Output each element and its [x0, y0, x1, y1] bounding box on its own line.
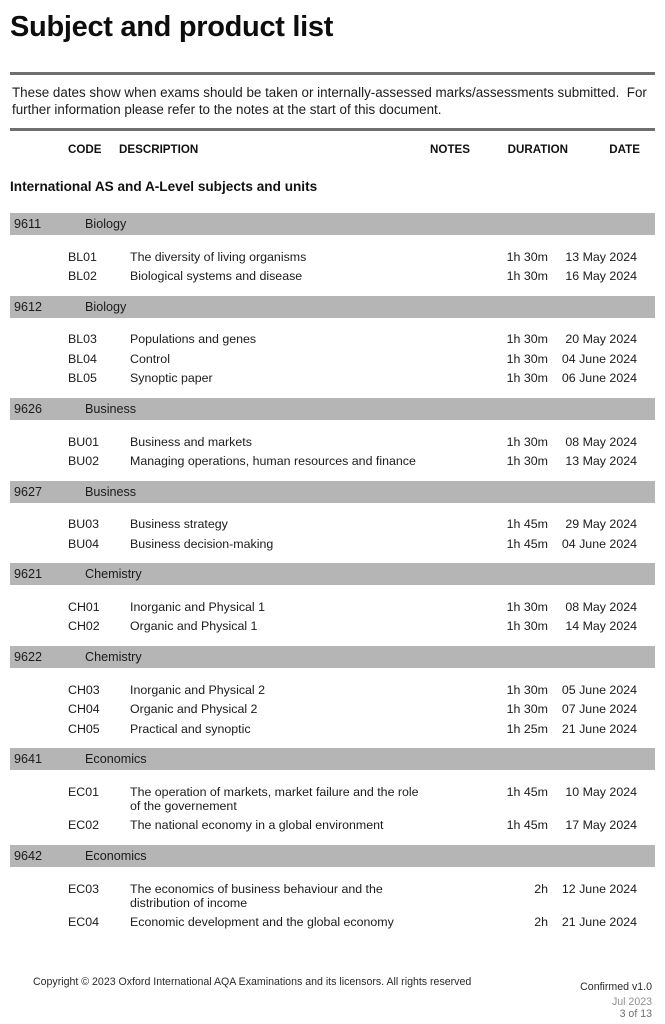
subject-code: 9612: [14, 299, 43, 314]
unit-code: CH05: [68, 721, 100, 736]
subject-name: Biology: [85, 299, 127, 314]
unit-notes-cell: [430, 517, 475, 531]
unit-description: Inorganic and Physical 1: [130, 600, 266, 615]
unit-notes-cell: [430, 454, 475, 468]
subject-group-header: [10, 481, 655, 503]
column-header-code: CODE: [68, 143, 102, 156]
subject-code: 9627: [14, 484, 43, 499]
unit-duration: 1h 30m: [506, 249, 548, 264]
unit-duration: 1h 25m: [506, 721, 548, 736]
subject-group-rows: [10, 668, 655, 738]
unit-date: 05 June 2024: [561, 682, 637, 697]
unit-code: CH02: [68, 619, 100, 634]
unit-description: The national economy in a global environment: [130, 818, 384, 833]
intro-text: These dates show when exams should be taken or internally-assessed marks/assessments submitted. For further information please refer to the notes at the start of this document.: [12, 85, 651, 117]
unit-description: Business strategy: [130, 517, 228, 532]
unit-duration: 1h 30m: [506, 702, 548, 717]
table-row: [10, 617, 655, 636]
table-row: [10, 680, 655, 699]
unit-date: 17 May 2024: [565, 818, 637, 833]
unit-notes-cell: [430, 882, 475, 910]
unit-notes-cell: [430, 435, 475, 449]
divider: [10, 128, 655, 131]
table-row: [10, 719, 655, 738]
table-row: [10, 912, 655, 931]
unit-date: 16 May 2024: [565, 269, 637, 284]
section-heading: International AS and A-Level subjects and units: [10, 179, 318, 194]
unit-description: Business decision-making: [130, 536, 274, 551]
unit-code: BU01: [68, 434, 99, 449]
subject-group-header: [10, 213, 655, 235]
unit-date: 08 May 2024: [565, 600, 637, 615]
unit-description: The economics of business behaviour and the distribution of income: [130, 881, 383, 910]
table-row: [10, 700, 655, 719]
unit-duration: 1h 45m: [506, 784, 548, 799]
unit-date: 21 June 2024: [561, 915, 637, 930]
unit-code: EC01: [68, 784, 99, 799]
unit-code: CH03: [68, 682, 100, 697]
unit-notes-cell: [430, 785, 475, 813]
subject-group-header: [10, 296, 655, 318]
subject-code: 9622: [14, 650, 43, 665]
unit-description: Synoptic paper: [130, 371, 213, 386]
column-header-duration: DURATION: [507, 143, 568, 156]
subject-group-rows: [10, 770, 655, 835]
document-version-block: [580, 981, 652, 1021]
table-row: [10, 782, 655, 815]
subject-code: 9641: [14, 752, 43, 767]
unit-notes-cell: [430, 683, 475, 697]
unit-notes-cell: [430, 722, 475, 736]
unit-duration: 1h 30m: [506, 453, 548, 468]
version-text: Confirmed v1.0: [580, 981, 652, 993]
subject-name: Economics: [85, 752, 147, 767]
unit-code: BU04: [68, 536, 99, 551]
page-number: 3 of 13: [619, 1008, 652, 1020]
unit-notes-cell: [430, 818, 475, 832]
subject-code: 9621: [14, 567, 43, 582]
table-row: [10, 349, 655, 368]
unit-duration: 1h 45m: [506, 536, 548, 551]
subject-name: Chemistry: [85, 567, 142, 582]
unit-date: 29 May 2024: [565, 517, 637, 532]
footer-date: Jul 2023: [611, 996, 652, 1008]
unit-duration: 1h 30m: [506, 351, 548, 366]
unit-duration: 1h 30m: [506, 682, 548, 697]
unit-description: Organic and Physical 1: [130, 619, 258, 634]
table-row: [10, 330, 655, 349]
subject-group: [10, 646, 655, 738]
unit-code: BL04: [68, 351, 97, 366]
subject-group-rows: [10, 420, 655, 471]
subject-name: Economics: [85, 849, 147, 863]
unit-notes-cell: [430, 250, 475, 264]
unit-date: 21 June 2024: [561, 721, 637, 736]
unit-description: Biological systems and disease: [130, 269, 303, 284]
unit-description: Inorganic and Physical 2: [130, 682, 266, 697]
unit-notes-cell: [430, 702, 475, 716]
unit-duration: 2h: [534, 915, 548, 930]
unit-notes-cell: [430, 269, 475, 283]
table-row: [10, 879, 655, 912]
unit-date: 08 May 2024: [565, 434, 637, 449]
subject-group: [10, 213, 655, 286]
unit-duration: 1h 30m: [506, 619, 548, 634]
table-row: [10, 369, 655, 388]
unit-description: Control: [130, 351, 170, 366]
unit-code: CH04: [68, 702, 100, 717]
column-header-spacer: [10, 143, 68, 157]
unit-code: BU02: [68, 453, 99, 468]
table-row: [10, 451, 655, 470]
unit-code: EC03: [68, 881, 99, 896]
unit-duration: 1h 30m: [506, 269, 548, 284]
table-row: [10, 432, 655, 451]
table-row: [10, 597, 655, 616]
subject-group: [10, 748, 655, 835]
unit-code: BL03: [68, 332, 97, 347]
unit-description: Managing operations, human resources and finance: [130, 453, 416, 468]
table-row: [10, 247, 655, 266]
subject-group-header: [10, 646, 655, 668]
unit-description: Practical and synoptic: [130, 721, 251, 736]
unit-description: Economic development and the global economy: [130, 915, 394, 930]
unit-duration: 1h 45m: [506, 818, 548, 833]
unit-notes-cell: [430, 915, 475, 929]
subject-group: [10, 845, 655, 932]
subject-code: 9626: [14, 401, 43, 416]
unit-code: BU03: [68, 517, 99, 532]
table-row: [10, 266, 655, 285]
subject-group-rows: [10, 318, 655, 388]
unit-code: BL02: [68, 269, 97, 284]
subject-name: Chemistry: [85, 650, 142, 665]
unit-duration: 1h 30m: [506, 332, 548, 347]
unit-description: The diversity of living organisms: [130, 249, 307, 264]
table-row: [10, 816, 655, 835]
column-header-description: DESCRIPTION: [119, 143, 199, 156]
subject-group: [10, 563, 655, 636]
unit-notes-cell: [430, 600, 475, 614]
divider: [10, 72, 655, 75]
unit-duration: 1h 30m: [506, 600, 548, 615]
unit-notes-cell: [430, 537, 475, 551]
subject-name: Business: [85, 484, 137, 499]
subject-group-rows: [10, 235, 655, 286]
subject-code: 9642: [14, 849, 43, 863]
unit-duration: 1h 45m: [506, 517, 548, 532]
subject-group: [10, 296, 655, 388]
subject-name: Business: [85, 401, 137, 416]
subject-group-header: [10, 845, 655, 867]
unit-duration: 2h: [534, 881, 548, 896]
subject-group-header: [10, 563, 655, 585]
unit-code: CH01: [68, 600, 100, 615]
unit-duration: 1h 30m: [506, 371, 548, 386]
unit-notes-cell: [430, 352, 475, 366]
unit-description: Populations and genes: [130, 332, 257, 347]
unit-code: EC02: [68, 818, 99, 833]
table-header-row: [10, 143, 655, 157]
subject-code: 9611: [14, 217, 42, 231]
unit-date: 07 June 2024: [561, 702, 637, 717]
unit-date: 12 June 2024: [561, 881, 637, 896]
table-row: [10, 534, 655, 553]
unit-date: 10 May 2024: [565, 784, 637, 799]
unit-duration: 1h 30m: [506, 434, 548, 449]
unit-description: Organic and Physical 2: [130, 702, 258, 717]
page-title: Subject and product list: [10, 11, 334, 43]
subject-group-rows: [10, 503, 655, 554]
subject-name: Biology: [85, 217, 127, 231]
subject-group-header: [10, 748, 655, 770]
subject-group: [10, 398, 655, 471]
unit-date: 13 May 2024: [565, 249, 637, 264]
unit-date: 06 June 2024: [561, 371, 637, 386]
unit-code: BL05: [68, 371, 97, 386]
unit-date: 20 May 2024: [565, 332, 637, 347]
unit-code: BL01: [68, 249, 97, 264]
table-row: [10, 515, 655, 534]
unit-description: Business and markets: [130, 434, 252, 449]
column-header-date: DATE: [609, 143, 640, 156]
subject-group-rows: [10, 867, 655, 932]
unit-notes-cell: [430, 332, 475, 346]
unit-notes-cell: [430, 371, 475, 385]
unit-date: 04 June 2024: [561, 536, 637, 551]
unit-notes-cell: [430, 619, 475, 633]
unit-date: 13 May 2024: [565, 453, 637, 468]
unit-description: The operation of markets, market failure and the role of the governement: [130, 784, 419, 813]
unit-code: EC04: [68, 915, 99, 930]
unit-date: 14 May 2024: [565, 619, 637, 634]
subject-group-header: [10, 398, 655, 420]
subject-group: [10, 481, 655, 554]
copyright-text: Copyright © 2023 Oxford International AQA Examinations and its licensors. All rights reserved: [33, 976, 472, 988]
unit-date: 04 June 2024: [561, 351, 637, 366]
subject-group-rows: [10, 585, 655, 636]
column-header-notes: NOTES: [430, 143, 470, 156]
